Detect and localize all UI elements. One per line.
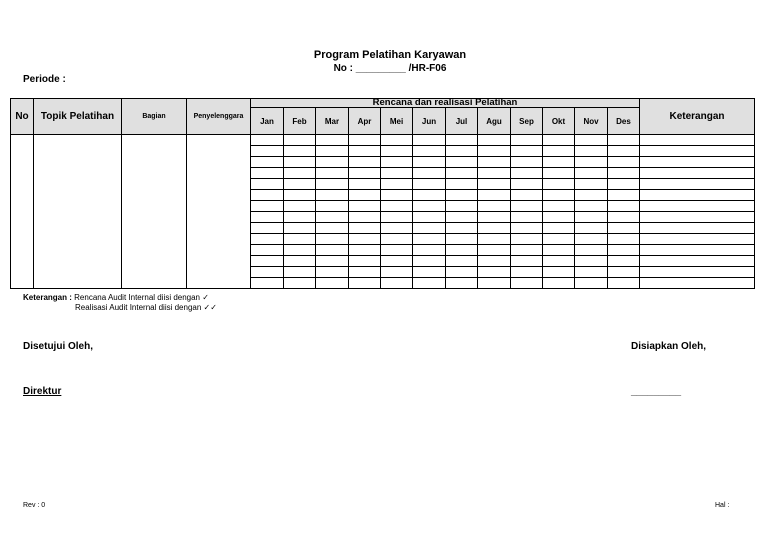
month-cell <box>478 168 511 179</box>
month-cell <box>511 168 543 179</box>
month-cell <box>381 256 413 267</box>
month-cell <box>446 256 478 267</box>
month-cell <box>413 212 446 223</box>
revision-label: Rev : 0 <box>23 502 46 509</box>
month-cell <box>575 267 608 278</box>
month-cell <box>381 135 413 146</box>
column-header-month: Nov <box>575 108 608 135</box>
month-cell <box>478 256 511 267</box>
month-cell <box>446 146 478 157</box>
keterangan-cell <box>640 179 755 190</box>
month-cell <box>446 245 478 256</box>
month-cell <box>251 223 284 234</box>
keterangan-cell <box>640 157 755 168</box>
month-cell <box>608 135 640 146</box>
month-cell <box>413 223 446 234</box>
month-cell <box>478 157 511 168</box>
keterangan-cell <box>640 201 755 212</box>
month-cell <box>608 157 640 168</box>
month-cell <box>608 190 640 201</box>
month-cell <box>575 157 608 168</box>
keterangan-cell <box>640 245 755 256</box>
month-cell <box>511 135 543 146</box>
month-cell <box>251 179 284 190</box>
column-header-bagian: Bagian <box>122 99 187 135</box>
month-cell <box>251 190 284 201</box>
month-cell <box>413 245 446 256</box>
month-cell <box>511 267 543 278</box>
month-cell <box>413 168 446 179</box>
page-label: Hal : <box>715 502 730 509</box>
month-cell <box>478 212 511 223</box>
keterangan-cell <box>640 168 755 179</box>
column-header-month: Feb <box>284 108 316 135</box>
month-cell <box>284 157 316 168</box>
month-cell <box>316 146 349 157</box>
month-cell <box>543 135 575 146</box>
month-cell <box>511 179 543 190</box>
month-cell <box>575 135 608 146</box>
month-cell <box>413 157 446 168</box>
month-cell <box>446 223 478 234</box>
keterangan-cell <box>640 267 755 278</box>
month-cell <box>608 212 640 223</box>
month-cell <box>446 168 478 179</box>
month-cell <box>608 168 640 179</box>
month-cell <box>284 201 316 212</box>
month-cell <box>446 201 478 212</box>
month-cell <box>608 201 640 212</box>
month-cell <box>446 212 478 223</box>
month-cell <box>413 179 446 190</box>
cell-bagian <box>122 135 187 289</box>
month-cell <box>608 256 640 267</box>
month-cell <box>543 157 575 168</box>
column-header-month: Jun <box>413 108 446 135</box>
month-cell <box>575 256 608 267</box>
month-cell <box>543 223 575 234</box>
month-cell <box>478 234 511 245</box>
month-cell <box>381 267 413 278</box>
month-cell <box>608 245 640 256</box>
month-cell <box>511 223 543 234</box>
cell-topik <box>34 135 122 289</box>
month-cell <box>511 245 543 256</box>
cell-no <box>11 135 34 289</box>
month-cell <box>478 245 511 256</box>
month-cell <box>316 168 349 179</box>
column-header-plan: Rencana dan realisasi Pelatihan <box>251 99 640 108</box>
month-cell <box>446 190 478 201</box>
month-cell <box>511 157 543 168</box>
month-cell <box>478 223 511 234</box>
month-cell <box>381 190 413 201</box>
month-cell <box>349 157 381 168</box>
month-cell <box>349 190 381 201</box>
month-cell <box>349 245 381 256</box>
month-cell <box>511 190 543 201</box>
month-cell <box>316 256 349 267</box>
month-cell <box>284 179 316 190</box>
month-cell <box>511 212 543 223</box>
month-cell <box>381 245 413 256</box>
column-header-month: Apr <box>349 108 381 135</box>
month-cell <box>608 278 640 289</box>
month-cell <box>575 201 608 212</box>
month-cell <box>381 157 413 168</box>
column-header-month: Jan <box>251 108 284 135</box>
keterangan-cell <box>640 256 755 267</box>
month-cell <box>349 256 381 267</box>
month-cell <box>575 179 608 190</box>
column-header-month: Jul <box>446 108 478 135</box>
month-cell <box>413 190 446 201</box>
month-cell <box>251 234 284 245</box>
keterangan-cell <box>640 146 755 157</box>
month-cell <box>349 179 381 190</box>
month-cell <box>381 179 413 190</box>
month-cell <box>511 256 543 267</box>
month-cell <box>284 245 316 256</box>
month-cell <box>413 146 446 157</box>
month-cell <box>575 223 608 234</box>
column-header-month: Mar <box>316 108 349 135</box>
cell-penyelenggara <box>187 135 251 289</box>
preparer-signature-line: _________ <box>631 386 682 397</box>
month-cell <box>543 245 575 256</box>
legend-note <box>23 293 217 313</box>
month-cell <box>543 278 575 289</box>
keterangan-cell <box>640 190 755 201</box>
approver-title: Direktur <box>23 386 62 397</box>
month-cell <box>608 146 640 157</box>
column-header-month: Okt <box>543 108 575 135</box>
month-cell <box>381 201 413 212</box>
month-cell <box>316 245 349 256</box>
month-cell <box>284 190 316 201</box>
month-cell <box>543 146 575 157</box>
month-cell <box>575 234 608 245</box>
month-cell <box>608 234 640 245</box>
month-cell <box>478 267 511 278</box>
month-cell <box>381 223 413 234</box>
month-cell <box>349 212 381 223</box>
month-cell <box>284 256 316 267</box>
column-header-topik: Topik Pelatihan <box>34 99 122 135</box>
month-cell <box>575 168 608 179</box>
month-cell <box>251 245 284 256</box>
month-cell <box>251 256 284 267</box>
month-cell <box>511 234 543 245</box>
month-cell <box>575 245 608 256</box>
table-row <box>11 135 755 146</box>
month-cell <box>284 278 316 289</box>
month-cell <box>381 278 413 289</box>
month-cell <box>446 179 478 190</box>
month-cell <box>608 267 640 278</box>
month-cell <box>381 234 413 245</box>
month-cell <box>511 278 543 289</box>
month-cell <box>349 278 381 289</box>
month-cell <box>413 267 446 278</box>
month-cell <box>575 146 608 157</box>
month-cell <box>575 190 608 201</box>
column-header-penyelenggara: Penyelenggara <box>187 99 251 135</box>
month-cell <box>251 157 284 168</box>
legend-realization: Realisasi Audit Internal diisi dengan ✓✓ <box>75 303 217 312</box>
month-cell <box>284 212 316 223</box>
month-cell <box>251 278 284 289</box>
month-cell <box>316 190 349 201</box>
column-header-no: No <box>11 99 34 135</box>
month-cell <box>251 146 284 157</box>
month-cell <box>543 201 575 212</box>
month-cell <box>543 234 575 245</box>
document-title: Program Pelatihan Karyawan <box>313 49 467 61</box>
month-cell <box>446 278 478 289</box>
month-cell <box>284 234 316 245</box>
month-cell <box>575 278 608 289</box>
month-cell <box>608 223 640 234</box>
month-cell <box>284 168 316 179</box>
month-cell <box>251 201 284 212</box>
keterangan-cell <box>640 212 755 223</box>
month-cell <box>349 201 381 212</box>
month-cell <box>316 223 349 234</box>
month-cell <box>316 179 349 190</box>
month-cell <box>543 212 575 223</box>
month-cell <box>316 157 349 168</box>
month-cell <box>543 190 575 201</box>
month-cell <box>446 234 478 245</box>
month-cell <box>381 212 413 223</box>
month-cell <box>251 135 284 146</box>
keterangan-cell <box>640 234 755 245</box>
month-cell <box>413 201 446 212</box>
approved-by-label: Disetujui Oleh, <box>23 341 94 352</box>
month-cell <box>608 179 640 190</box>
prepared-by-label: Disiapkan Oleh, <box>631 341 707 352</box>
month-cell <box>284 223 316 234</box>
column-header-month: Mei <box>381 108 413 135</box>
month-cell <box>284 135 316 146</box>
month-cell <box>543 267 575 278</box>
column-header-keterangan: Keterangan <box>640 99 755 135</box>
column-header-month: Agu <box>478 108 511 135</box>
keterangan-cell <box>640 135 755 146</box>
legend-plan: Rencana Audit Internal diisi dengan ✓ <box>74 293 209 302</box>
month-cell <box>284 146 316 157</box>
month-cell <box>251 212 284 223</box>
periode-label: Periode : <box>23 74 66 85</box>
month-cell <box>543 256 575 267</box>
month-cell <box>478 278 511 289</box>
column-header-month: Des <box>608 108 640 135</box>
document-number: No : _________ /HR-F06 <box>333 63 447 74</box>
month-cell <box>478 190 511 201</box>
month-cell <box>349 267 381 278</box>
month-cell <box>543 179 575 190</box>
month-cell <box>349 234 381 245</box>
month-cell <box>349 168 381 179</box>
training-program-table <box>10 98 755 289</box>
month-cell <box>478 201 511 212</box>
month-cell <box>446 267 478 278</box>
month-cell <box>251 168 284 179</box>
month-cell <box>251 267 284 278</box>
keterangan-cell <box>640 278 755 289</box>
month-cell <box>316 234 349 245</box>
month-cell <box>478 146 511 157</box>
column-header-month: Sep <box>511 108 543 135</box>
month-cell <box>543 168 575 179</box>
month-cell <box>575 212 608 223</box>
month-cell <box>316 135 349 146</box>
month-cell <box>381 168 413 179</box>
month-cell <box>446 135 478 146</box>
month-cell <box>349 223 381 234</box>
month-cell <box>413 135 446 146</box>
month-cell <box>316 212 349 223</box>
month-cell <box>349 146 381 157</box>
keterangan-cell <box>640 223 755 234</box>
month-cell <box>413 256 446 267</box>
month-cell <box>413 278 446 289</box>
month-cell <box>413 234 446 245</box>
month-cell <box>511 146 543 157</box>
month-cell <box>284 267 316 278</box>
month-cell <box>316 278 349 289</box>
month-cell <box>316 267 349 278</box>
month-cell <box>446 157 478 168</box>
month-cell <box>511 201 543 212</box>
month-cell <box>381 146 413 157</box>
month-cell <box>349 135 381 146</box>
month-cell <box>478 179 511 190</box>
legend-label: Keterangan : <box>23 293 72 302</box>
month-cell <box>478 135 511 146</box>
month-cell <box>316 201 349 212</box>
